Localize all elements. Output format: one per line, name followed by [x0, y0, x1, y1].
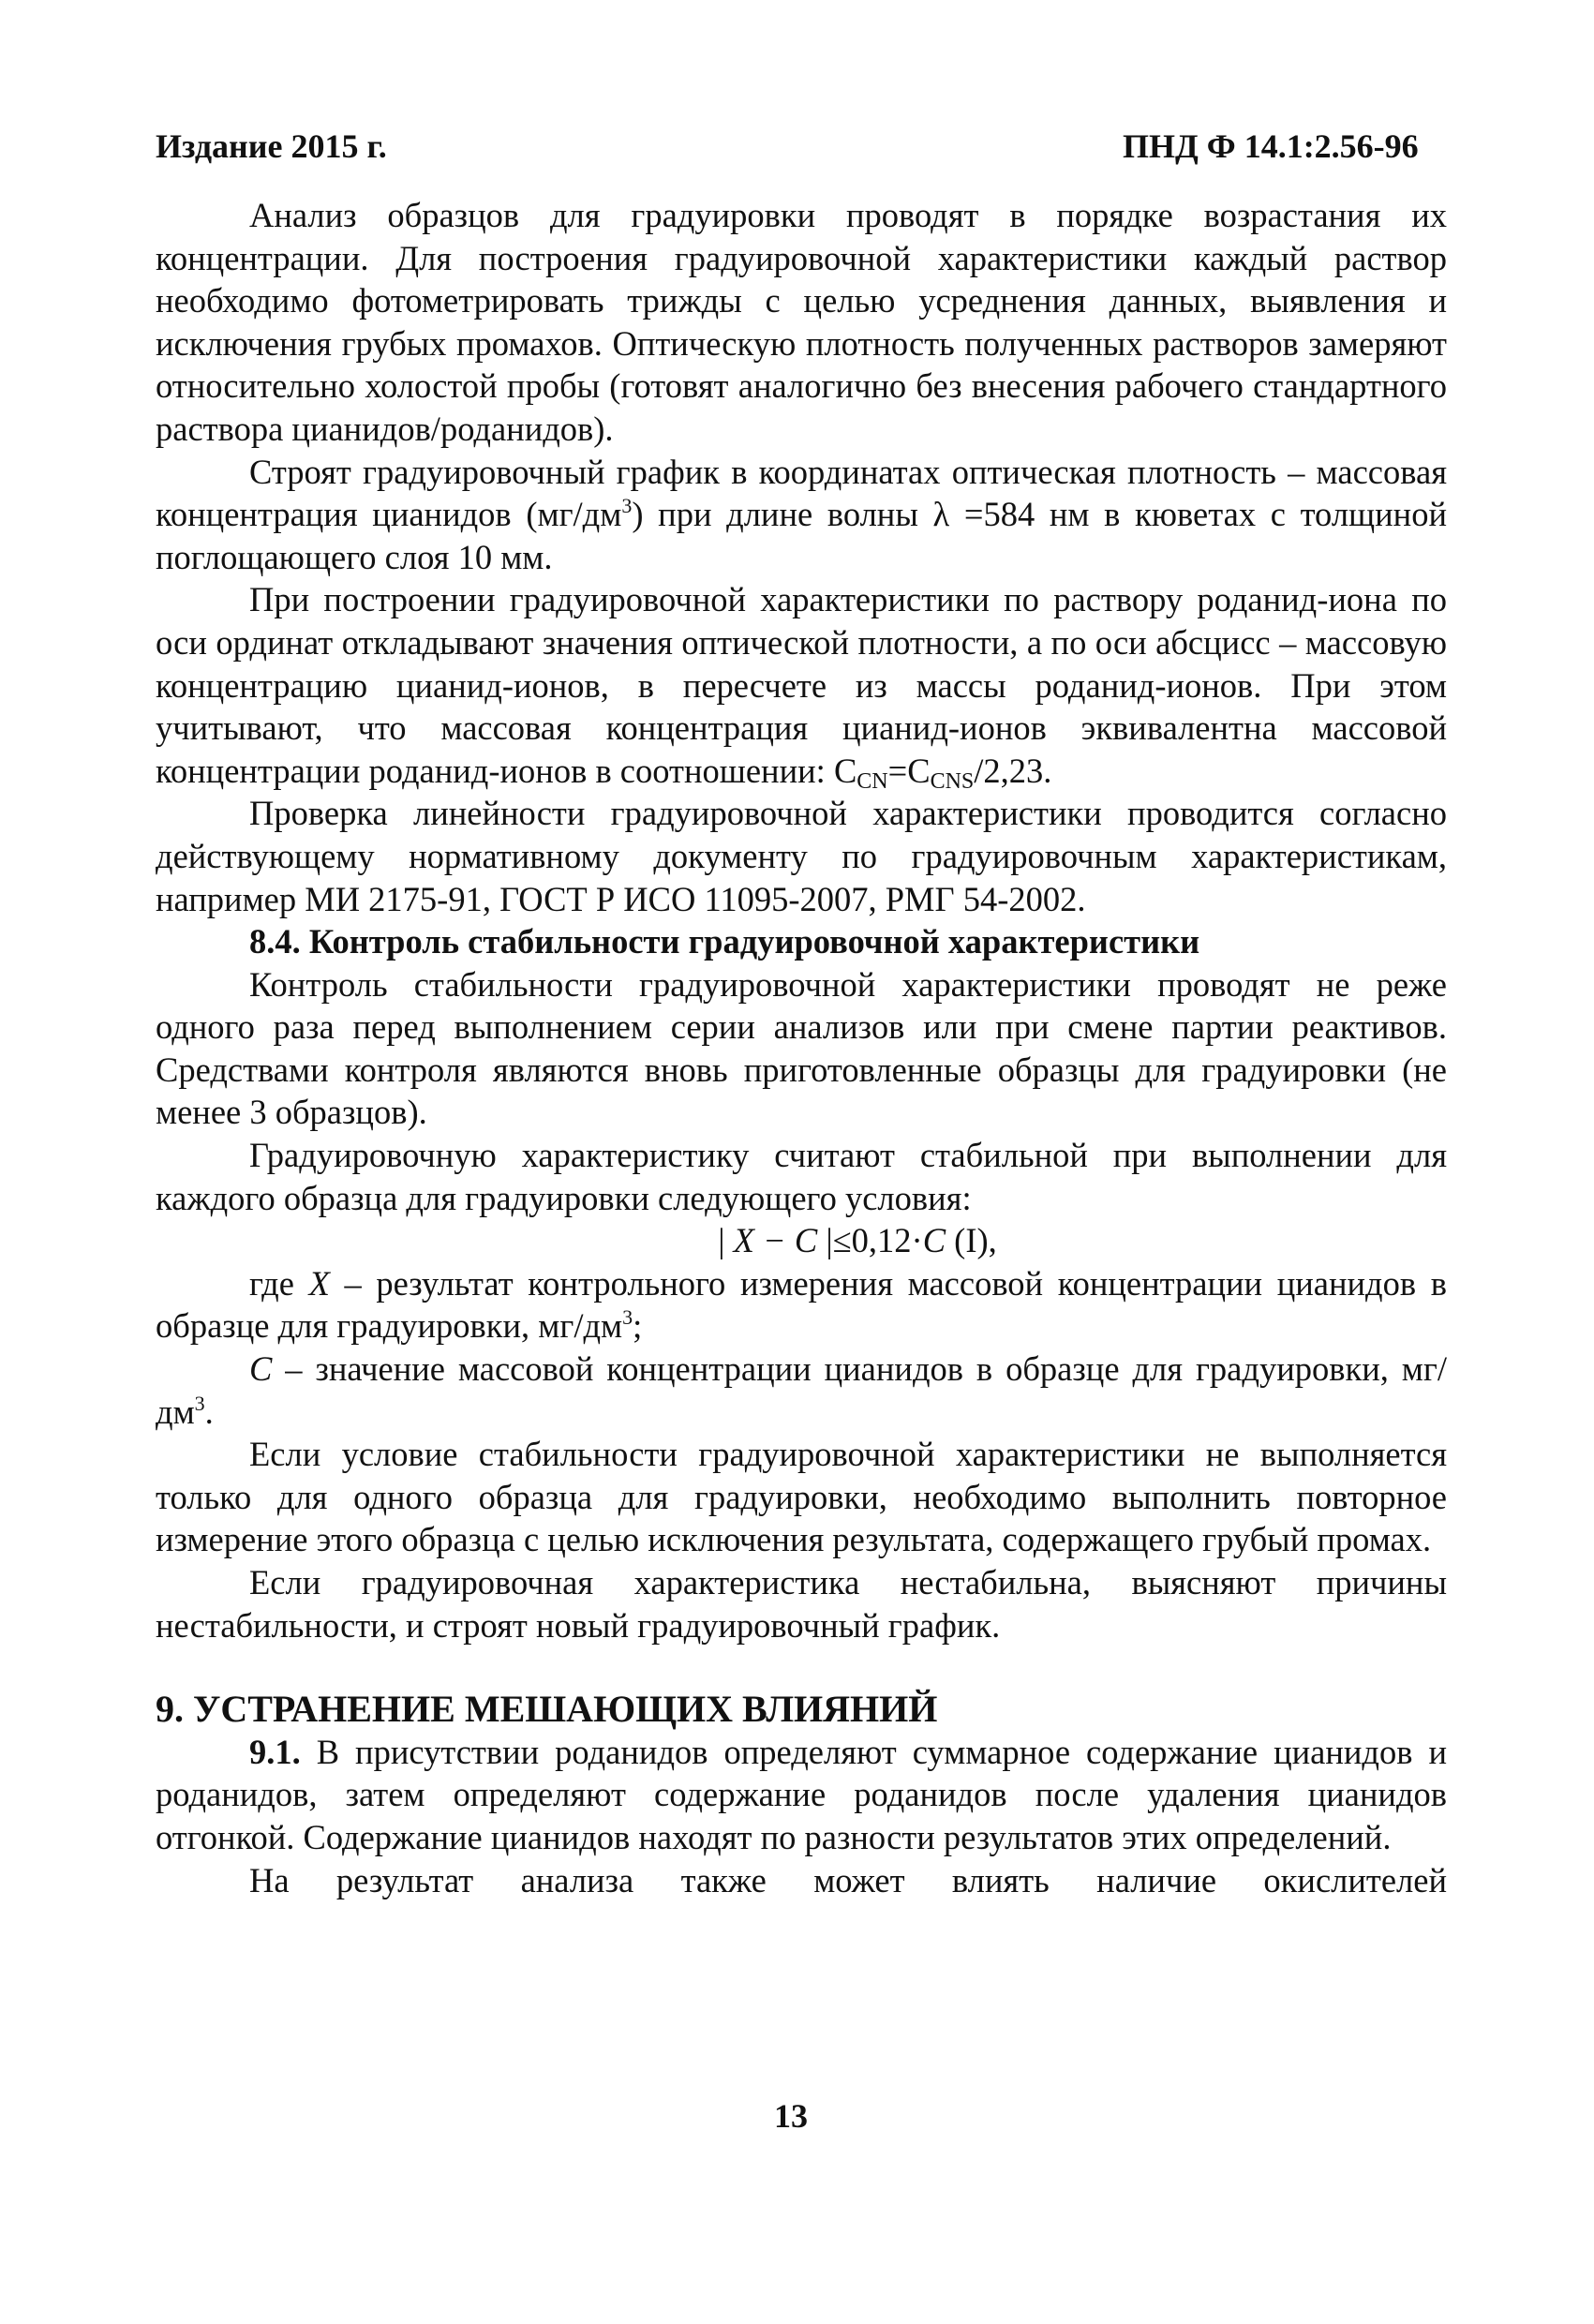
clause-9-1-text: В присутствии роданидов определяют суммарное содержание цианидов и роданидов, затем определяют содержание роданидов после удаления цианидов отгонкой. Содержание цианидов находят по разности результатов этих определений.: [156, 1732, 1447, 1856]
where-word: где: [249, 1263, 309, 1303]
ratio-eq: =C: [887, 751, 931, 790]
graph-unit-superscript: 3: [621, 494, 633, 518]
formula-inequality: ≤0,12·: [832, 1221, 923, 1260]
clause-number-9-1: 9.1.: [249, 1732, 301, 1771]
thiocyanate-text: При построении градуировочной характеристики по раствору роданид-иона по оси ординат откладывают значения оптической плотности, а по оси абсцисс – массовую концентрацию цианид-ионов, в пересчете из массы роданид-ионов. При этом учитывают, что массовая концентрация цианид-ионов эквивалентна массовой концентрации роданид-ионов в соотношении:: [156, 580, 1447, 790]
paragraph-stability-control: Контроль стабильности градуировочной характеристики проводят не реже одного раза перед выполнением серии анализов или при смене партии реактивов. Средствами контроля являются вновь приготовленные образцы для градуировки (не менее 3 образцов).: [156, 964, 1447, 1132]
paragraph-unstable-calibration: Если градуировочная характеристика нестабильна, выясняют причины нестабильности, и строят новый градуировочный график.: [156, 1563, 1447, 1645]
paragraph-linearity-check: Проверка линейности градуировочной характеристики проводится согласно действующему нормативному документу по градуировочным характеристикам, например МИ 2175-91, ГОСТ Р ИСО 11095-2007, РМГ 54-2002.: [156, 794, 1447, 918]
ratio-formula: [833, 751, 1052, 794]
paragraph-calibration-order: Анализ образцов для градуировки проводят в порядке возрастания их концентрации. Для построения градуировочной характеристики каждый раствор необходимо фотометрировать трижды с целью усреднения данных, выявления и исключения грубых промахов. Оптическую плотность полученных растворов замеряют относительно холостой пробы (готовят аналогично без внесения рабочего стандартного раствора цианидов/роданидов).: [156, 196, 1447, 448]
page-body: [156, 194, 1447, 1901]
stability-formula: [156, 1219, 1447, 1262]
page-number: 13: [774, 2097, 808, 2135]
where-x-text: – результат контрольного измерения массовой концентрации цианидов в образце для градуировки, мг/дм: [156, 1263, 1447, 1346]
formula-bar-right: |: [826, 1221, 833, 1260]
edition-header: Издание 2015 г.: [156, 127, 387, 165]
where-c-superscript: 3: [194, 1391, 205, 1415]
paragraph-calibration-graph: [156, 451, 1447, 579]
formula-c: C: [922, 1221, 946, 1260]
chapter-heading-9: 9. УСТРАНЕНИЕ МЕШАЮЩИХ ВЛИЯНИЙ: [156, 1688, 938, 1731]
graph-text-start: Строят градуировочный график в координатах оптическая плотность – массовая концентрация цианидов (мг/дм: [156, 452, 1447, 534]
paragraph-repeat-measurement: Если условие стабильности градуировочной характеристики не выполняется только для одного образца для градуировки, необходимо выполнить повторное измерение этого образца с целью исключения результата, содержащего грубый промах.: [156, 1435, 1447, 1559]
ratio-tail: /2,23.: [974, 751, 1052, 790]
graph-text-end: ) при длине волны λ =584 нм в кюветах с толщиной поглощающего слоя 10 мм.: [156, 495, 1447, 576]
paragraph-where-x: [156, 1262, 1447, 1348]
where-c-end: .: [204, 1392, 214, 1431]
formula-expression: X − C: [733, 1221, 827, 1260]
ratio-c1: C: [833, 751, 857, 790]
variable-x: X: [308, 1263, 330, 1303]
paragraph-stability-condition: Градуировочную характеристику считают стабильной при выполнении для каждого образца для градуировки следующего условия:: [156, 1136, 1447, 1217]
ratio-sub-cns: CNS: [930, 768, 975, 794]
formula-bar-left: |: [718, 1221, 734, 1260]
where-c-text: – значение массовой концентрации цианидов в образце для градуировки, мг/дм: [156, 1349, 1447, 1431]
section-heading-8-4: 8.4. Контроль стабильности градуировочной характеристики: [249, 922, 1200, 961]
paragraph-thiocyanate-calibration: [156, 578, 1447, 792]
paragraph-oxidizers: На результат анализа также может влиять наличие окислителей: [249, 1860, 1447, 1899]
paragraph-9-1: [156, 1731, 1447, 1859]
where-x-end: ;: [633, 1306, 643, 1346]
document-code-header: ПНД Ф 14.1:2.56-96: [1123, 127, 1419, 165]
formula-label: (I),: [946, 1221, 997, 1260]
variable-c: C: [249, 1349, 273, 1389]
where-x-superscript: 3: [622, 1305, 633, 1330]
paragraph-where-c: [156, 1348, 1447, 1433]
ratio-sub-cn: CN: [857, 768, 888, 794]
